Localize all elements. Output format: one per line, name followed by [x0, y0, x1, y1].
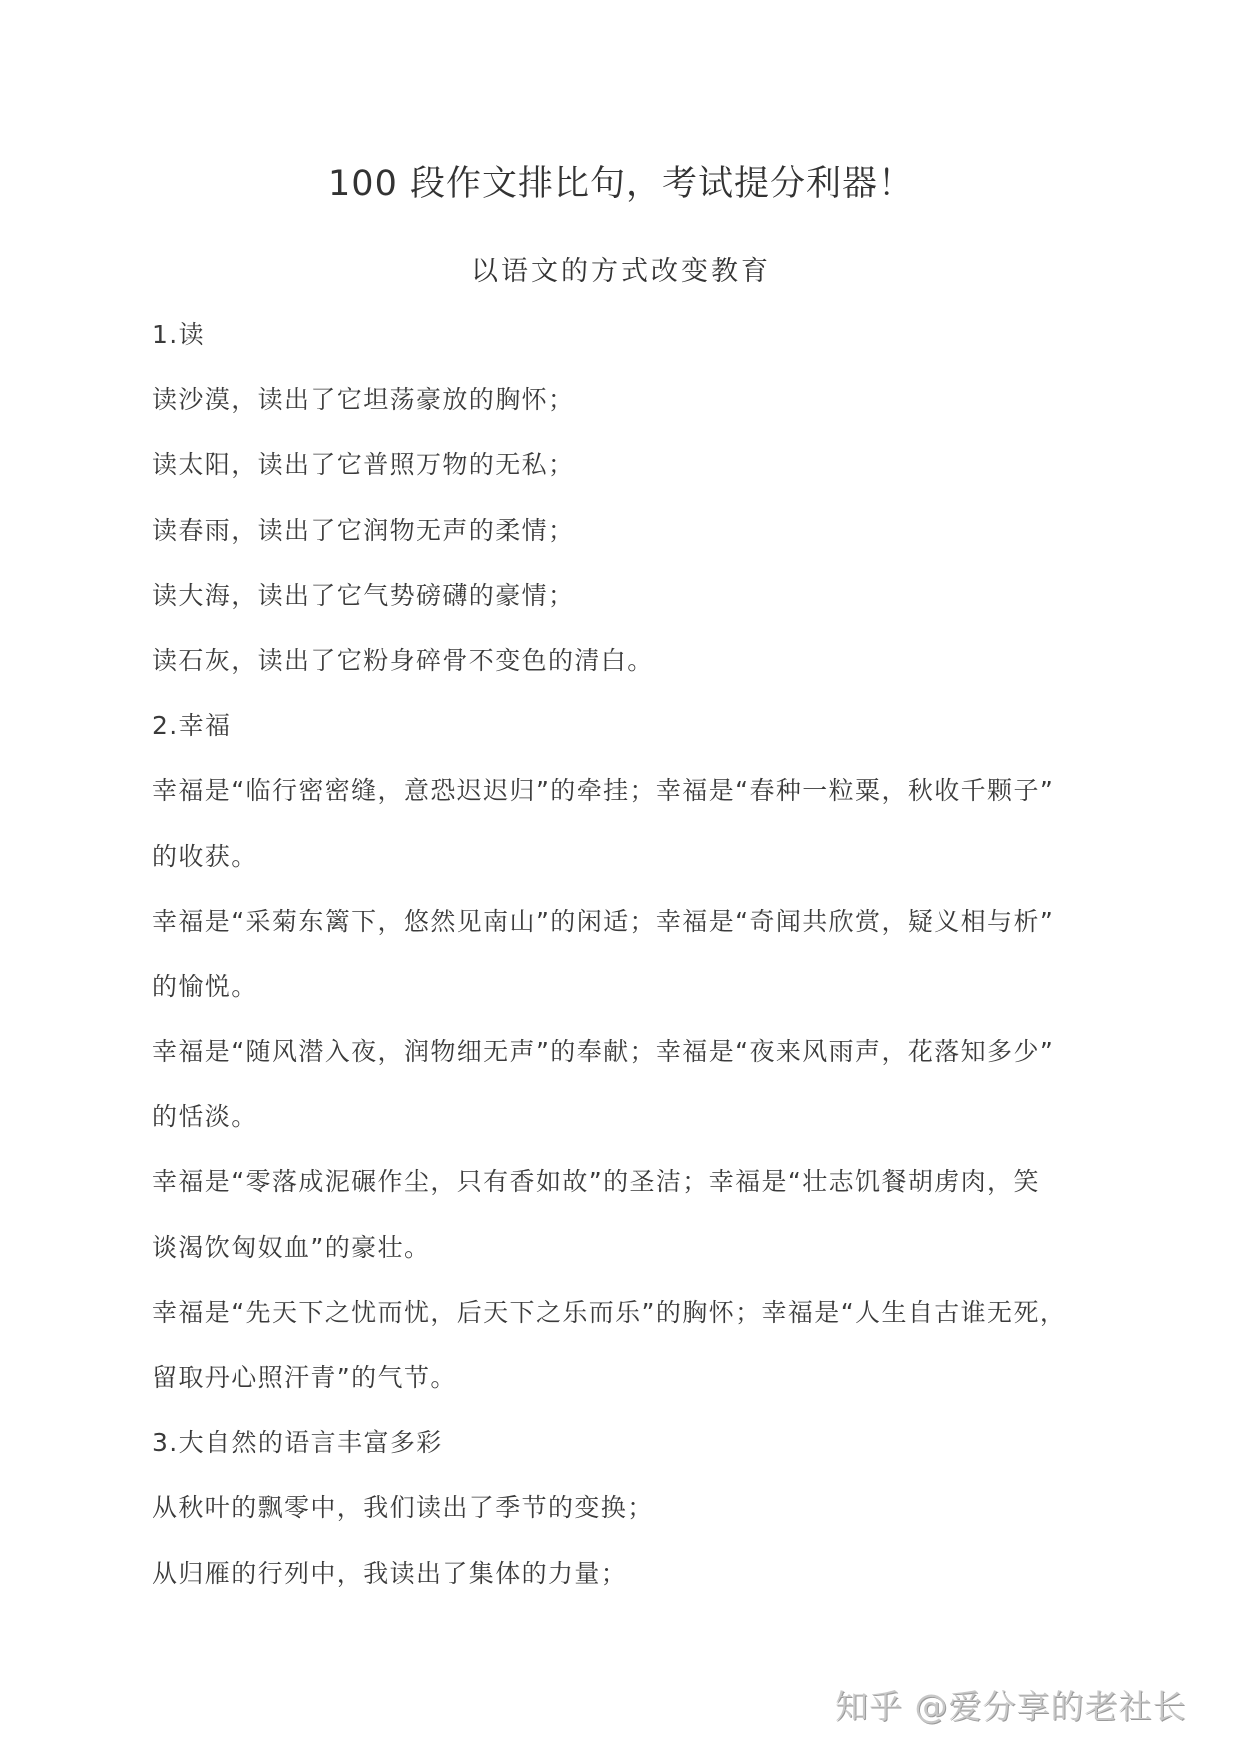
text-line: 留取丹心照汗青”的气节。 [152, 1363, 457, 1392]
text-line: 从秋叶的飘零中，我们读出了季节的变换； [152, 1493, 654, 1523]
text-line: 幸福是“采菊东篱下，悠然见南山”的闲适；幸福是“奇闻共欣赏，疑义相与析” [152, 906, 1055, 936]
text-line: 从归雁的行列中，我读出了集体的力量； [152, 1558, 628, 1588]
text-line: 的愉悦。 [152, 971, 258, 1001]
text-line: 的恬淡。 [152, 1102, 258, 1132]
text-line: 读石灰，读出了它粉身碎骨不变色的清白。 [152, 645, 654, 675]
section-heading-read: 1.读 [152, 320, 206, 349]
text-line: 幸福是“零落成泥碾作尘，只有香如故”的圣洁；幸福是“壮志饥餐胡虏肉，笑 [152, 1167, 1040, 1197]
section-heading-nature: 3.大自然的语言丰富多彩 [152, 1428, 443, 1458]
text-line: 的收获。 [152, 841, 258, 871]
text-line: 谈渴饮匈奴血”的豪壮。 [152, 1232, 431, 1262]
text-line: 幸福是“先天下之忧而忧，后天下之乐而乐”的胸怀；幸福是“人生自古谁无死， [152, 1297, 1067, 1327]
text-line: 幸福是“临行密密缝，意恐迟迟归”的牵挂；幸福是“春种一粒粟，秋收千颗子” [152, 776, 1055, 806]
text-line: 读沙漠，读出了它坦荡豪放的胸怀； [152, 385, 575, 415]
text-line: 读大海，读出了它气势磅礴的豪情； [152, 580, 575, 610]
text-line: 读春雨，读出了它润物无声的柔情； [152, 515, 575, 545]
document-title: 100 段作文排比句，考试提分利器！ [328, 164, 914, 204]
zhihu-watermark: 知乎 @爱分享的老社长 [835, 1687, 1187, 1726]
document-subtitle: 以语文的方式改变教育 [471, 256, 771, 287]
section-heading-happiness: 2.幸福 [152, 711, 232, 741]
document-body [152, 316, 1152, 1620]
text-line: 幸福是“随风潜入夜，润物细无声”的奉献；幸福是“夜来风雨声，花落知多少” [152, 1037, 1055, 1067]
text-line: 读太阳，读出了它普照万物的无私； [152, 450, 575, 480]
